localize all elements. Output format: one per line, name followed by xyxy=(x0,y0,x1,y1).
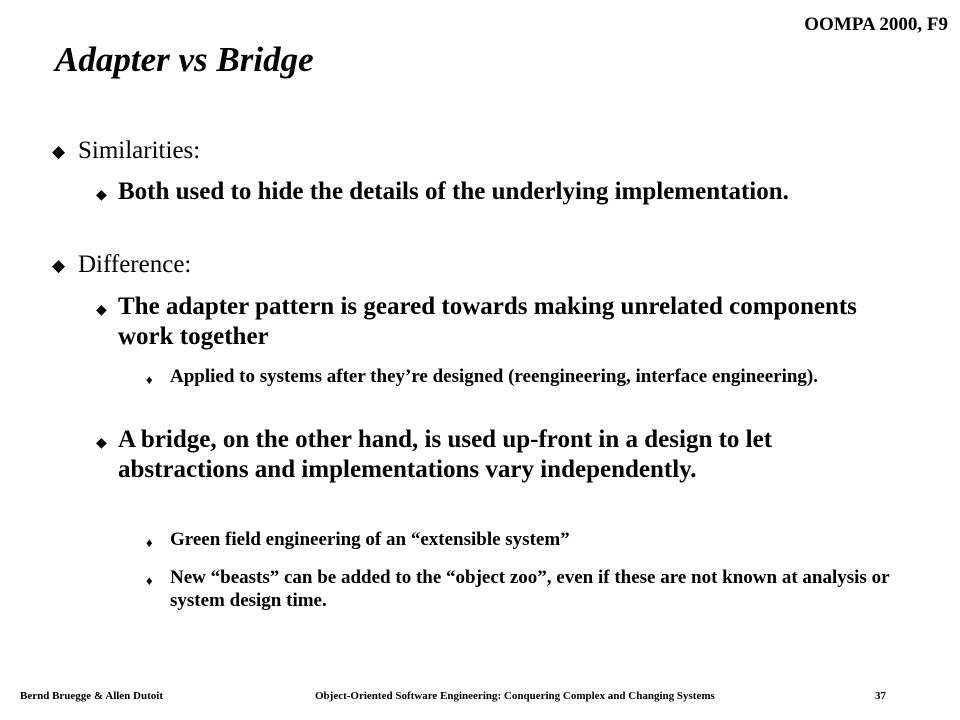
diamond-bullet-icon: ◆ xyxy=(96,188,107,203)
bullet-difference xyxy=(52,251,191,279)
bridge-sub-text-1: Green field engineering of an “extensible system” xyxy=(170,529,570,550)
footer-book-title: Object-Oriented Software Engineering: Conquering Complex and Changing Systems xyxy=(315,690,715,702)
diamond-bullet-icon: ◆ xyxy=(52,256,66,275)
diamond-bullet-icon: ◆ xyxy=(96,303,107,318)
footer-authors: Bernd Bruegge & Allen Dutoit xyxy=(20,690,163,702)
bullet-bridge xyxy=(96,425,908,485)
small-diamond-bullet-icon: ♦ xyxy=(146,573,153,588)
bullet-similarity-item xyxy=(96,177,908,211)
bullet-bridge-sub-1 xyxy=(146,528,910,554)
adapter-text: The adapter pattern is geared towards making unrelated components work together xyxy=(118,293,857,350)
similarity-text: Both used to hide the details of the underlying implementation. xyxy=(118,178,789,205)
bridge-text: A bridge, on the other hand, is used up-front in a design to let abstractions and implementations vary independently. xyxy=(118,426,773,483)
small-diamond-bullet-icon: ♦ xyxy=(146,535,153,550)
bullet-adapter-sub xyxy=(146,365,910,391)
difference-label: Difference: xyxy=(78,251,192,278)
bridge-sub-text-2: New “beasts” can be added to the “object zoo”, even if these are not known at analysis or system design time. xyxy=(170,567,890,611)
footer-page-number: 37 xyxy=(875,690,886,702)
bullet-adapter xyxy=(96,292,908,352)
diamond-bullet-icon: ◆ xyxy=(96,436,107,451)
small-diamond-bullet-icon: ♦ xyxy=(146,372,153,387)
course-tag: OOMPA 2000, F9 xyxy=(804,14,948,35)
slide-title: Adapter vs Bridge xyxy=(55,40,314,79)
bullet-similarities xyxy=(52,137,200,165)
bullet-bridge-sub-2 xyxy=(146,566,910,612)
similarities-label: Similarities: xyxy=(78,137,201,164)
adapter-sub-text: Applied to systems after they’re designed (reengineering, interface engineering). xyxy=(170,366,818,387)
diamond-bullet-icon: ◆ xyxy=(52,142,66,161)
